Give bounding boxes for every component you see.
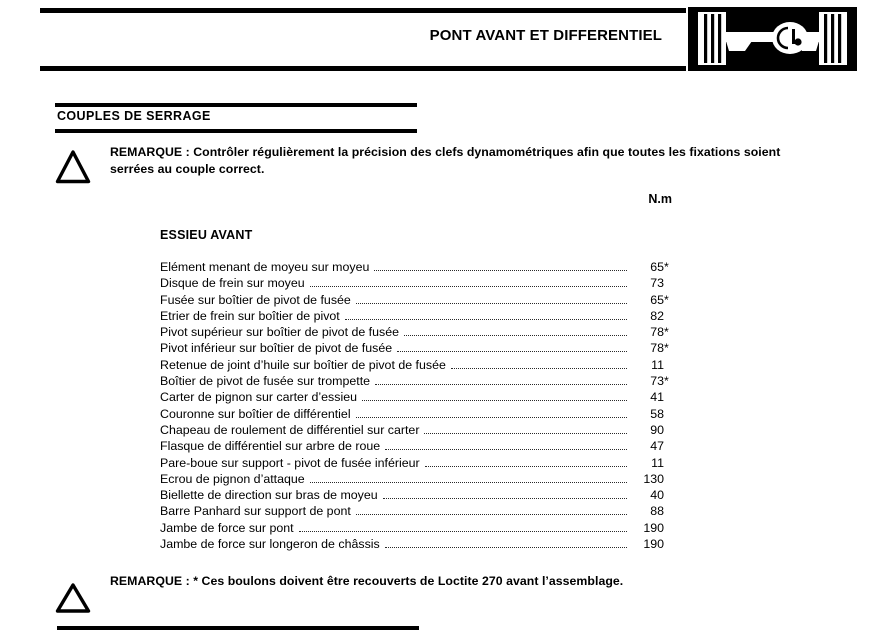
- dot-leader: [385, 449, 627, 450]
- row-value: 58: [650, 406, 664, 421]
- table-row: [160, 406, 672, 422]
- row-value: 190: [643, 537, 664, 552]
- row-label: Chapeau de roulement de différentiel sur carter: [160, 422, 420, 437]
- warning-triangle-icon: [54, 149, 92, 191]
- row-label: Jambe de force sur pont: [160, 520, 294, 535]
- page-bottom-rule: [57, 626, 419, 630]
- row-value: 90: [650, 422, 664, 437]
- dot-leader: [404, 335, 627, 336]
- dot-leader: [356, 514, 627, 515]
- row-value: 65: [650, 260, 664, 274]
- dot-leader: [451, 368, 627, 369]
- section-bottom-rule: [55, 129, 417, 133]
- table-row: [160, 324, 672, 340]
- row-label: Barre Panhard sur support de pont: [160, 504, 351, 519]
- row-label: Etrier de frein sur boîtier de pivot: [160, 308, 340, 323]
- table-row: [160, 357, 672, 373]
- dot-leader: [356, 303, 627, 304]
- remark-bottom-text: REMARQUE : * Ces boulons doivent être recouverts de Loctite 270 avant l’assemblage.: [110, 574, 624, 588]
- row-value: 88: [650, 504, 664, 519]
- dot-leader: [383, 498, 627, 499]
- row-value: 190: [643, 520, 664, 535]
- dot-leader: [375, 384, 627, 385]
- dot-leader: [385, 547, 627, 548]
- row-label: Elément menant de moyeu sur moyeu: [160, 260, 370, 274]
- loctite-asterisk: *: [664, 292, 669, 307]
- table-row: [160, 520, 672, 536]
- row-label: Couronne sur boîtier de différentiel: [160, 406, 351, 421]
- warning-triangle-icon: [54, 582, 92, 620]
- table-row: [160, 422, 672, 438]
- table-row: [160, 471, 672, 487]
- row-label: Boîtier de pivot de fusée sur trompette: [160, 374, 371, 389]
- row-label: Retenue de joint d’huile sur boîtier de pivot de fusée: [160, 357, 446, 372]
- table-row: [160, 340, 672, 356]
- row-label: Flasque de différentiel sur arbre de roue: [160, 439, 381, 454]
- row-label: Carter de pignon sur carter d’essieu: [160, 390, 357, 405]
- row-value: 11: [651, 357, 664, 372]
- row-value: 41: [650, 390, 664, 405]
- table-row: [160, 389, 672, 405]
- table-row: [160, 308, 672, 324]
- row-value: 82: [650, 308, 664, 323]
- section-top-rule: [55, 103, 417, 107]
- row-label: Jambe de force sur longeron de châssis: [160, 537, 380, 552]
- dot-leader: [397, 351, 627, 352]
- section-title: COUPLES DE SERRAGE: [57, 109, 211, 123]
- row-label: Ecrou de pignon d’attaque: [160, 471, 305, 486]
- row-label: Fusée sur boîtier de pivot de fusée: [160, 292, 351, 307]
- row-label: Pivot inférieur sur boîtier de pivot de fusée: [160, 341, 393, 356]
- row-label: Pare-boue sur support - pivot de fusée inférieur: [160, 455, 420, 470]
- row-value: 65: [650, 292, 664, 307]
- dot-leader: [425, 466, 627, 467]
- page-title: PONT AVANT ET DIFFERENTIEL: [429, 27, 662, 44]
- loctite-asterisk: *: [664, 341, 669, 356]
- row-label: Disque de frein sur moyeu: [160, 276, 305, 291]
- table-row: [160, 536, 672, 552]
- row-value: 130: [643, 471, 664, 486]
- table-row: [160, 259, 672, 275]
- table-row: [160, 455, 672, 471]
- dot-leader: [345, 319, 627, 320]
- row-label: Biellette de direction sur bras de moyeu: [160, 488, 378, 503]
- remark-top-text: REMARQUE : Contrôler régulièrement la précision des clefs dynamométriques afin que toutes les fixations soient serrées au couple correct.: [110, 145, 781, 176]
- table-row: [160, 438, 672, 454]
- dot-leader: [310, 286, 627, 287]
- unit-label: N.m: [648, 192, 672, 206]
- dot-leader: [424, 433, 627, 434]
- header-top-rule: [40, 8, 686, 13]
- table-row: [160, 373, 672, 389]
- table-row: [160, 503, 672, 519]
- row-value: 73: [650, 374, 664, 389]
- loctite-asterisk: *: [664, 260, 669, 274]
- dot-leader: [299, 531, 627, 532]
- dot-leader: [310, 482, 627, 483]
- dot-leader: [362, 400, 627, 401]
- row-value: 78: [650, 325, 664, 340]
- header-bottom-rule: [40, 66, 686, 71]
- dot-leader: [374, 270, 627, 271]
- table-row: [160, 275, 672, 291]
- dot-leader: [356, 417, 627, 418]
- front-axle-icon: [688, 7, 857, 71]
- row-value: 78: [650, 341, 664, 356]
- row-value: 47: [650, 439, 664, 454]
- row-value: 40: [650, 488, 664, 503]
- torque-table: [160, 259, 672, 552]
- loctite-asterisk: *: [664, 374, 669, 389]
- row-label: Pivot supérieur sur boîtier de pivot de fusée: [160, 325, 399, 340]
- table-row: [160, 487, 672, 503]
- table-heading: ESSIEU AVANT: [160, 228, 253, 242]
- row-value: 11: [651, 455, 664, 470]
- row-value: 73: [650, 276, 664, 291]
- table-row: [160, 292, 672, 308]
- loctite-asterisk: *: [664, 325, 669, 340]
